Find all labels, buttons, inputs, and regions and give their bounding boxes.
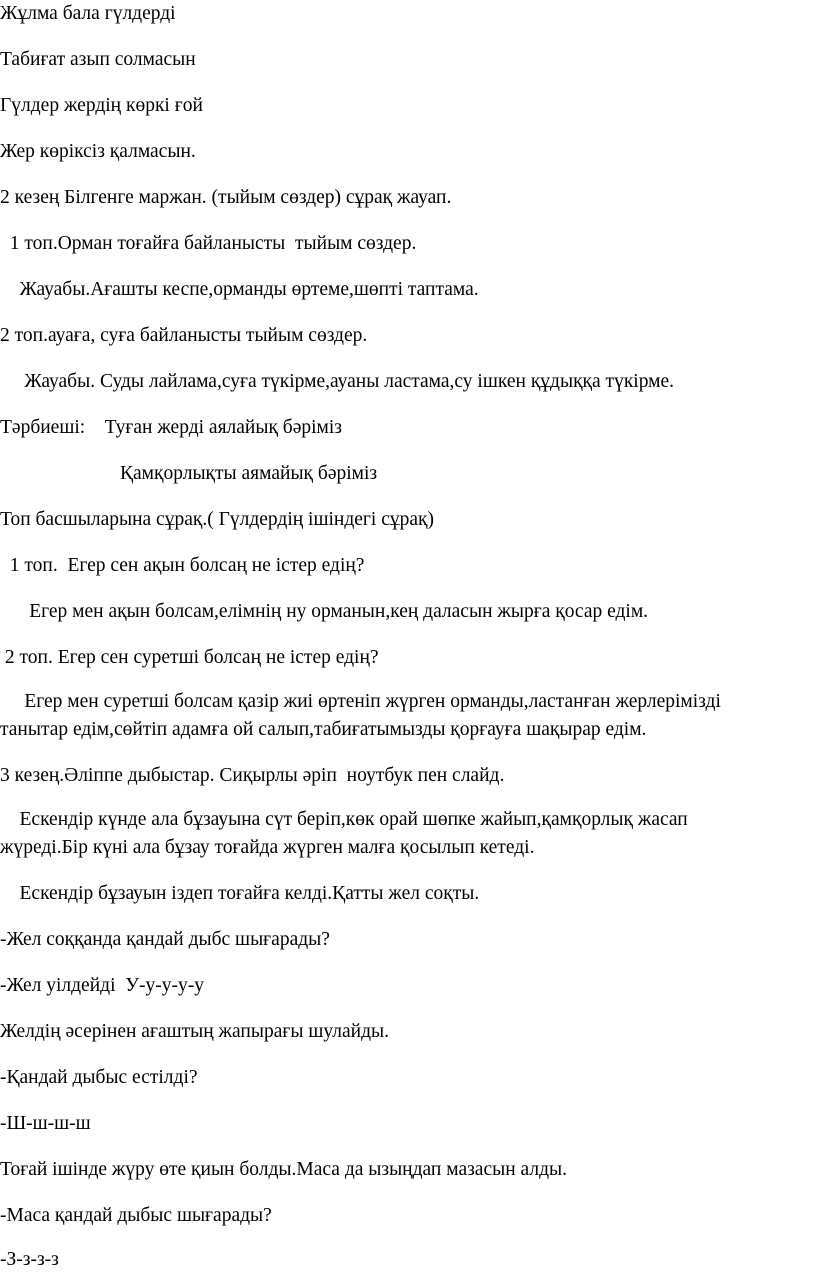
leaders-question-heading: Топ басшыларына сұрақ.( Гүлдердің ішіндегі сұрақ): [0, 509, 434, 530]
mosquito-question: -Маса қандай дыбыс шығарады?: [0, 1205, 272, 1226]
teacher-line-cont: Қамқорлықты аямайық бәріміз: [120, 463, 378, 484]
group-2-artist-answer-cont: танытар едім,сөйтіп адамға ой салып,табиғатымызды қорғауға шақырар едім.: [0, 719, 647, 740]
group-2-artist-question: 2 топ. Егер сен суретші болсаң не істер едің?: [0, 647, 379, 668]
story-paragraph-1: Ескендір күнде ала бұзауына сүт беріп,көк орай шөпке жайып,қамқорлық жасап: [0, 809, 688, 830]
group-1-answer: Жауабы.Ағашты кеспе,орманды өртеме,шөпті таптама.: [0, 279, 479, 300]
leaves-question: -Қандай дыбыс естілді?: [0, 1067, 198, 1088]
poem-line-4: Жер көріксіз қалмасын.: [0, 141, 196, 162]
poem-line-1: Жұлма бала гүлдерді: [0, 3, 176, 24]
stage-3-heading: 3 кезең.Әліппе дыбыстар. Сиқырлы әріп ноутбук пен слайд.: [0, 765, 505, 786]
story-paragraph-1-cont: жүреді.Бір күні ала бұзау тоғайда жүрген малға қосылып кетеді.: [0, 837, 535, 858]
stage-2-heading: 2 кезең Білгенге маржан. (тыйым сөздер) сұрақ жауап.: [0, 187, 452, 208]
group-2-artist-answer: Егер мен суретші болсам қазір жиі өртеніп жүрген орманды,ластанған жерлерімізді: [0, 691, 721, 712]
mosquito-line: Тоғай ішінде жүру өте қиын болды.Маса да ызыңдап мазасын алды.: [0, 1159, 567, 1180]
story-paragraph-2: Ескендір бұзауын іздеп тоғайға келді.Қатты жел соқты.: [0, 883, 480, 904]
group-2-answer: Жауабы. Суды лайлама,суға түкірме,ауаны ластама,су ішкен құдыққа түкірме.: [0, 371, 675, 392]
wind-answer: -Жел уілдейді У-у-у-у-у: [0, 975, 205, 996]
group-1-poet-question: 1 топ. Егер сен ақын болсаң не істер едің?: [0, 555, 365, 576]
teacher-line: Тәрбиеші: Туған жерді аялайық бәріміз: [0, 417, 343, 438]
wind-question: -Жел соққанда қандай дыбс шығарады?: [0, 929, 330, 950]
group-1-question: 1 топ.Орман тоғайға байланысты тыйым сөздер.: [0, 233, 417, 254]
group-1-poet-answer: Егер мен ақын болсам,елімнің ну орманын,кең даласын жырға қосар едім.: [0, 601, 649, 622]
mosquito-answer: -З-з-з-з: [0, 1249, 59, 1270]
group-2-question: 2 топ.ауаға, суға байланысты тыйым сөздер.: [0, 325, 368, 346]
leaves-line: Желдің әсерінен ағаштың жапырағы шулайды.: [0, 1021, 389, 1042]
poem-line-2: Табиғат азып солмасын: [0, 49, 196, 70]
poem-line-3: Гүлдер жердің көркі ғой: [0, 95, 203, 116]
leaves-answer: -Ш-ш-ш-ш: [0, 1113, 91, 1134]
